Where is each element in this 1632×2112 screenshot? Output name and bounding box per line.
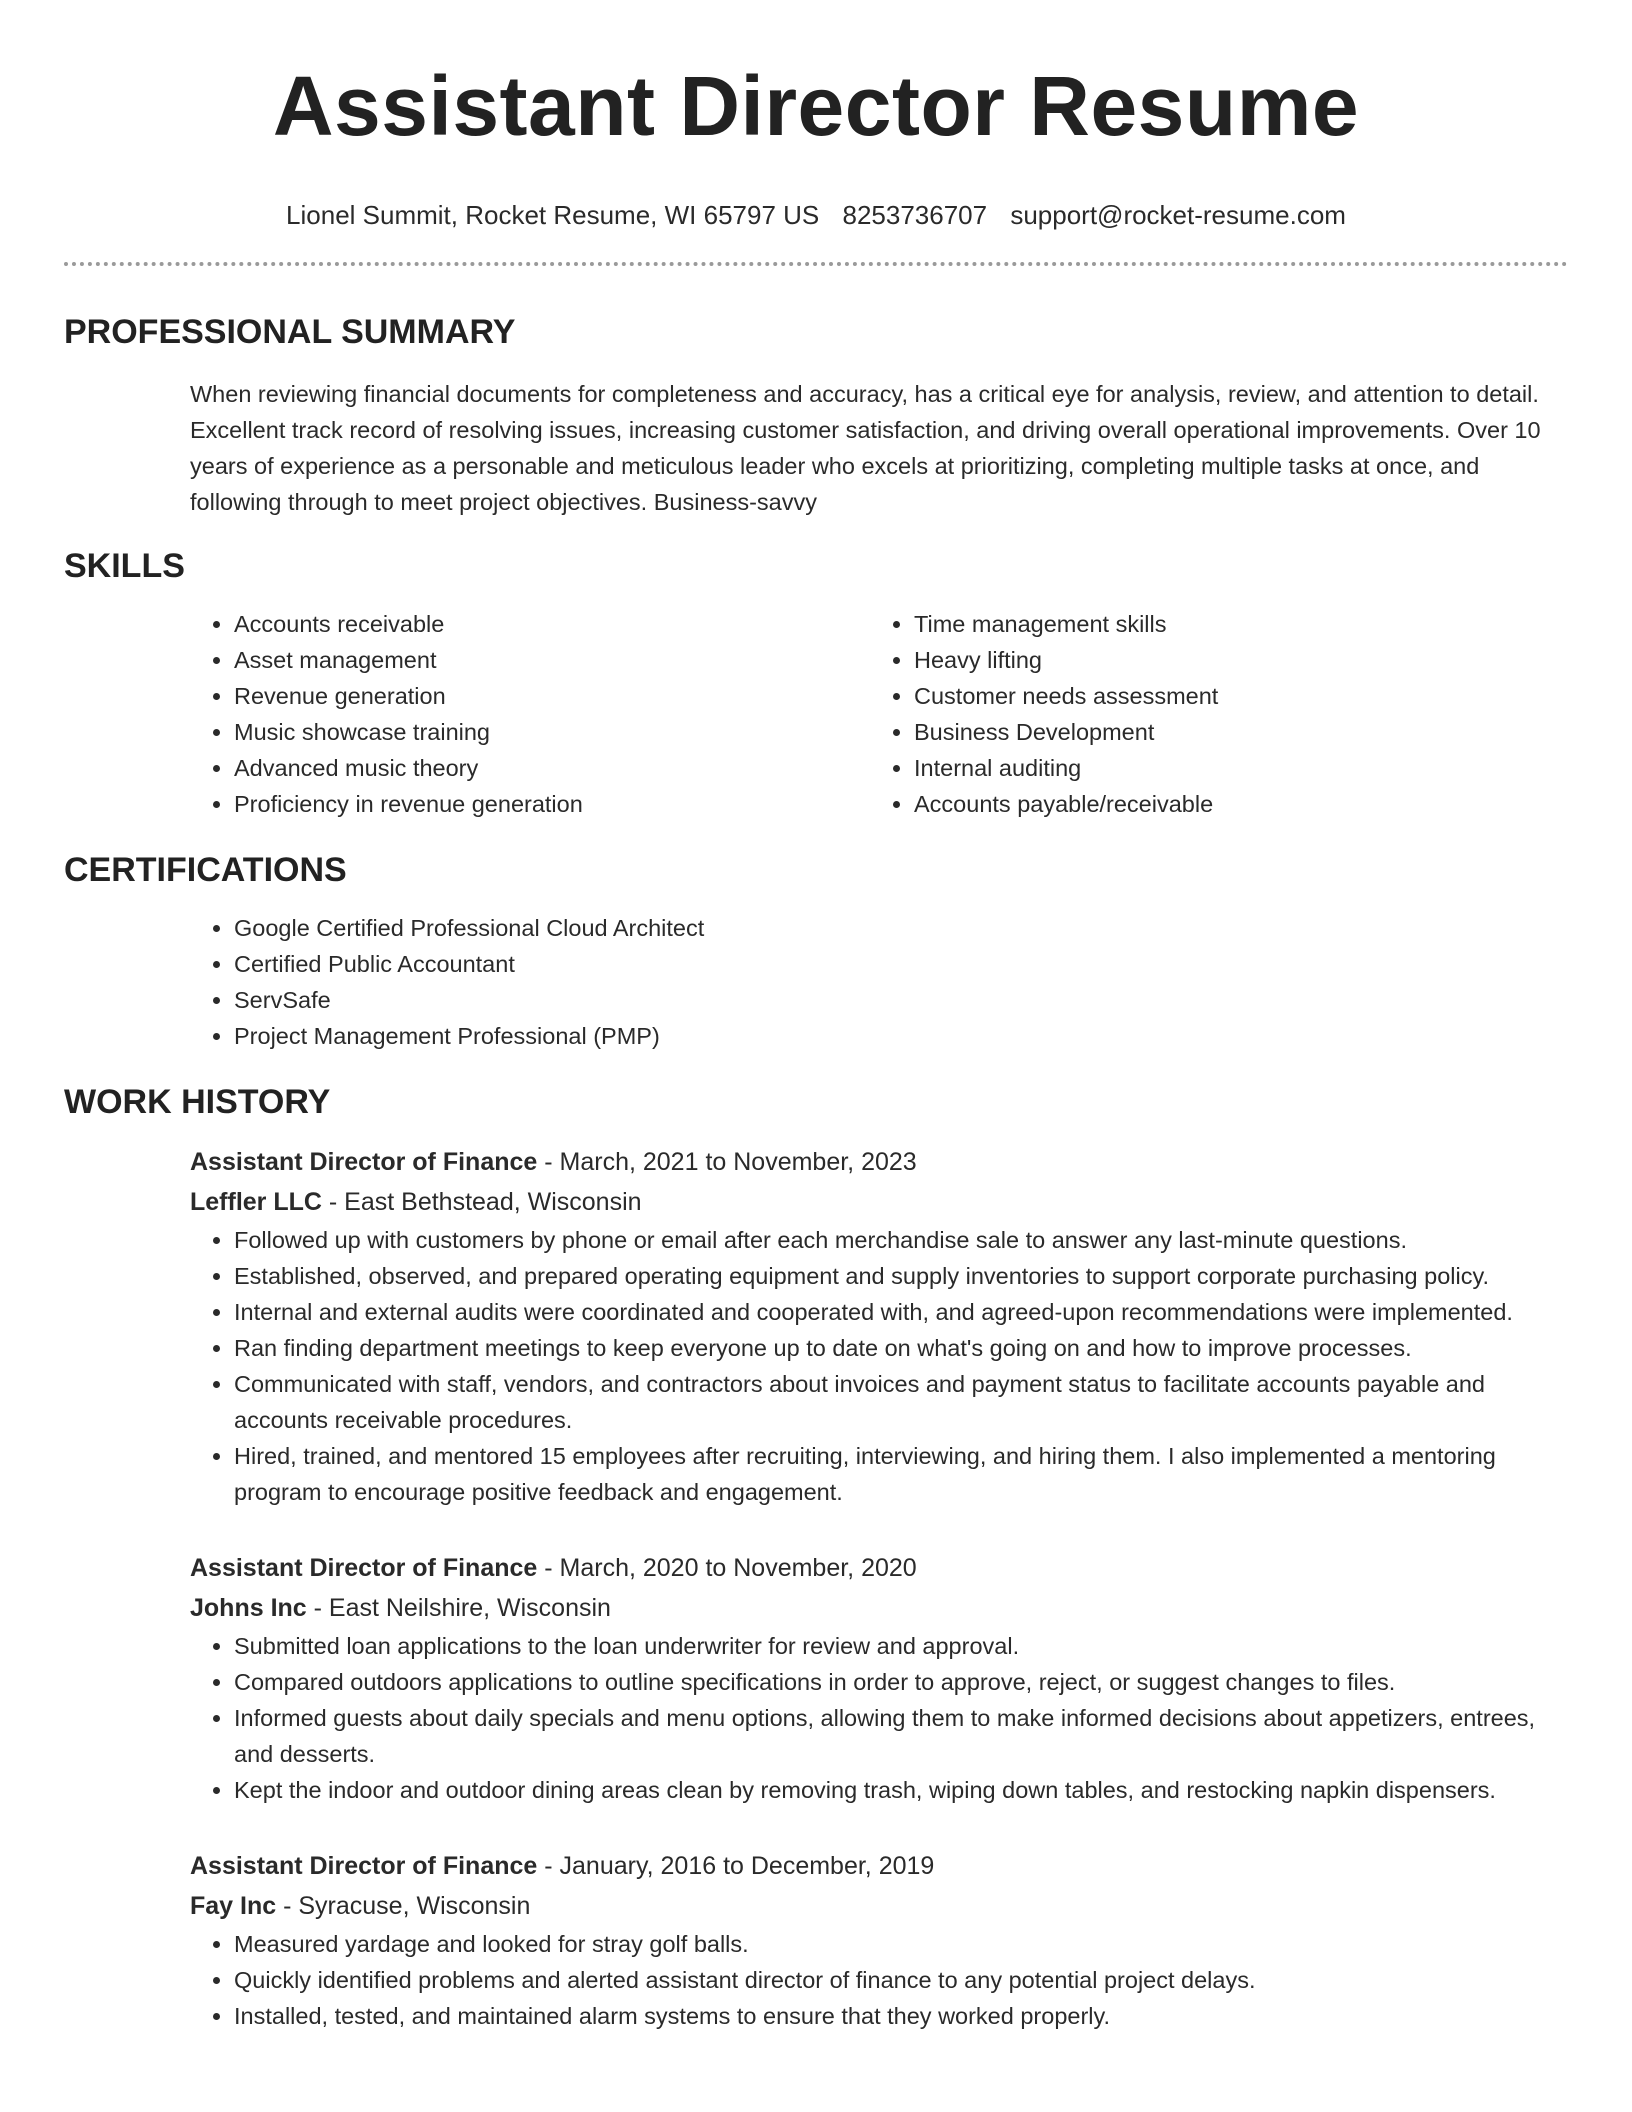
- resume-title: Assistant Director Resume: [272, 59, 1360, 153]
- job-bullet: • Installed, tested, and maintained alarm systems to ensure that they worked properly.: [234, 1998, 1568, 2034]
- contact-phone: 8253736707: [842, 200, 988, 230]
- skill-item: • Advanced music theory: [234, 750, 870, 786]
- skill-item: • Time management skills: [914, 606, 1550, 642]
- job-bullets: [190, 1628, 1568, 1808]
- skill-item: • Proficiency in revenue generation: [234, 786, 870, 822]
- job-bullet: • Followed up with customers by phone or email after each merchandise sale to answer any last-minute questions.: [234, 1222, 1568, 1258]
- job-bullet: • Kept the indoor and outdoor dining areas clean by removing trash, wiping down tables, and restocking napkin dispensers.: [234, 1772, 1568, 1808]
- skill-item: • Revenue generation: [234, 678, 870, 714]
- skill-item: • Accounts receivable: [234, 606, 870, 642]
- skill-item: • Accounts payable/receivable: [914, 786, 1550, 822]
- header-divider: [64, 262, 1568, 266]
- skills-list: [64, 606, 1568, 822]
- summary-text: When reviewing financial documents for completeness and accuracy, has a critical eye for analysis, review, and attention to detail. Excellent track record of resolving issues, increasing customer satisfaction, and driving overall operational improvements. Over 10 years of experience as a personable and meticulous leader who excels at prioritizing, completing multiple tasks at once, and following through to meet project objectives. Business-savvy: [190, 381, 1541, 515]
- job-company: Johns Inc: [190, 1594, 307, 1622]
- job-title-line: [190, 1846, 1568, 1886]
- job-title: Assistant Director of Finance: [190, 1148, 538, 1176]
- certification-item: • Google Certified Professional Cloud Architect: [234, 910, 1568, 946]
- skills-column-right: [870, 606, 1550, 822]
- job-bullet: • Communicated with staff, vendors, and contractors about invoices and payment status to facilitate accounts payable and accounts receivable procedures.: [234, 1366, 1568, 1438]
- certifications-list: [64, 910, 1568, 1054]
- job-location: - East Bethstead, Wisconsin: [321, 1188, 642, 1216]
- job-bullet: • Ran finding department meetings to keep everyone up to date on what's going on and how to improve processes.: [234, 1330, 1568, 1366]
- contact-email: support@rocket-resume.com: [1010, 200, 1346, 230]
- certifications-heading: CERTIFICATIONS: [64, 851, 347, 889]
- job-location: - East Neilshire, Wisconsin: [306, 1594, 611, 1622]
- summary-heading: PROFESSIONAL SUMMARY: [64, 313, 516, 351]
- job-bullet: • Established, observed, and prepared operating equipment and supply inventories to support corporate purchasing policy.: [234, 1258, 1568, 1294]
- skill-item: • Music showcase training: [234, 714, 870, 750]
- job-bullets: [190, 1926, 1568, 2034]
- job-company-line: [190, 1588, 1568, 1628]
- job-bullet: • Submitted loan applications to the loan underwriter for review and approval.: [234, 1628, 1568, 1664]
- job-title-line: [190, 1548, 1568, 1588]
- certification-item: • Project Management Professional (PMP): [234, 1018, 1568, 1054]
- job-company-line: [190, 1886, 1568, 1926]
- skill-item: • Internal auditing: [914, 750, 1550, 786]
- job-bullet: • Hired, trained, and mentored 15 employees after recruiting, interviewing, and hiring them. I also implemented a mentoring program to encourage positive feedback and engagement.: [234, 1438, 1568, 1510]
- job-company: Fay Inc: [190, 1892, 277, 1920]
- contact-address: Lionel Summit, Rocket Resume, WI 65797 US: [286, 200, 820, 230]
- certification-item: • Certified Public Accountant: [234, 946, 1568, 982]
- skill-item: • Heavy lifting: [914, 642, 1550, 678]
- skill-item: • Customer needs assessment: [914, 678, 1550, 714]
- job-bullet: • Measured yardage and looked for stray golf balls.: [234, 1926, 1568, 1962]
- job-dates: - March, 2020 to November, 2020: [537, 1554, 917, 1582]
- skill-item: • Asset management: [234, 642, 870, 678]
- job-bullet: • Compared outdoors applications to outline specifications in order to approve, reject, or suggest changes to files.: [234, 1664, 1568, 1700]
- certification-item: • ServSafe: [234, 982, 1568, 1018]
- job-dates: - January, 2016 to December, 2019: [537, 1852, 935, 1880]
- job-entry: [64, 1142, 1568, 1510]
- skills-column-left: [190, 606, 870, 822]
- job-dates: - March, 2021 to November, 2023: [537, 1148, 917, 1176]
- job-title-line: [190, 1142, 1568, 1182]
- job-entry: [64, 1548, 1568, 1808]
- job-company-line: [190, 1182, 1568, 1222]
- skill-item: • Business Development: [914, 714, 1550, 750]
- work-history-heading: WORK HISTORY: [64, 1083, 331, 1121]
- job-title: Assistant Director of Finance: [190, 1554, 538, 1582]
- job-company: Leffler LLC: [190, 1188, 322, 1216]
- job-bullet: • Quickly identified problems and alerted assistant director of finance to any potential project delays.: [234, 1962, 1568, 1998]
- job-entry: [64, 1846, 1568, 2034]
- job-title: Assistant Director of Finance: [190, 1852, 538, 1880]
- job-bullet: • Informed guests about daily specials and menu options, allowing them to make informed decisions about appetizers, entrees, and desserts.: [234, 1700, 1568, 1772]
- job-bullets: [190, 1222, 1568, 1510]
- job-location: - Syracuse, Wisconsin: [276, 1892, 531, 1920]
- contact-line: [64, 198, 1568, 232]
- skills-heading: SKILLS: [64, 547, 185, 585]
- job-bullet: • Internal and external audits were coordinated and cooperated with, and agreed-upon recommendations were implemented.: [234, 1294, 1568, 1330]
